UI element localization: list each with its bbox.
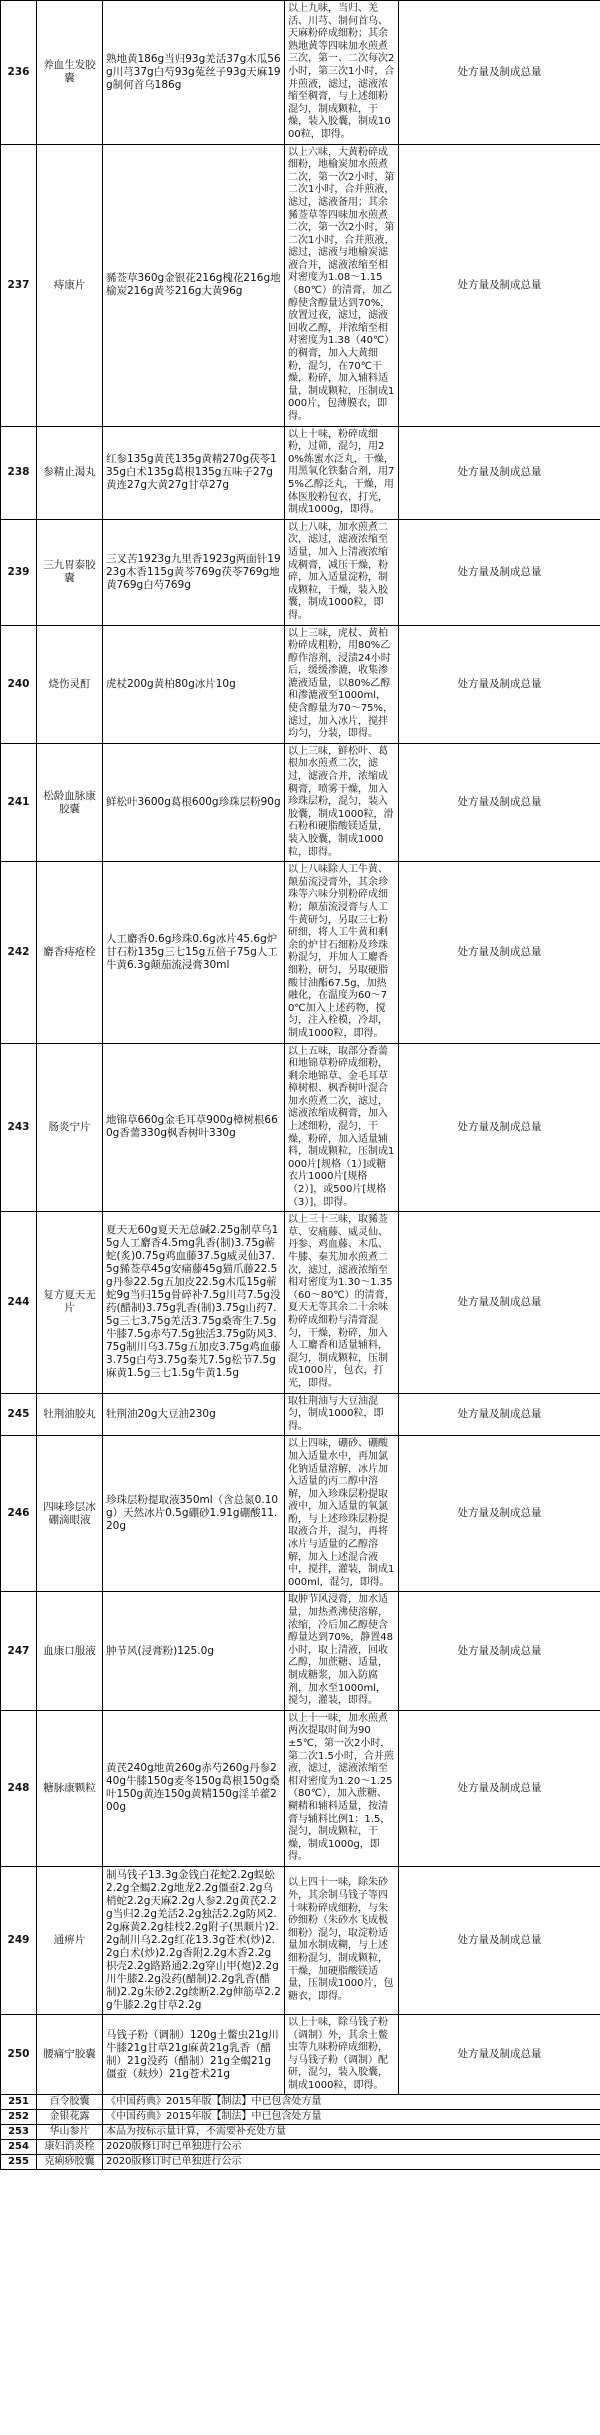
- table-row: [1, 2140, 600, 2155]
- table-row: [1, 743, 600, 861]
- composition: 熟地黄186g当归93g羌活37g木瓜56g川芎37g白芍93g菟丝子93g天麻19g制何首乌186g: [103, 1, 285, 145]
- preparation-method: 以上八味，加水煎煮二次，滤过，滤液浓缩至适量，加入上清液浓缩成稠膏，减压干燥，粉碎，加入适量淀粉，制成颗粒，干燥，装入胶囊，制成1000粒，即得。: [285, 519, 399, 625]
- table-row: [1, 1393, 600, 1436]
- note: 处方量及制成总量: [399, 1866, 600, 2014]
- composition: 牡荆油20g大豆油230g: [103, 1393, 285, 1436]
- drug-name: 麝香痔疮栓: [37, 862, 103, 1043]
- note: 处方量及制成总量: [399, 1212, 600, 1393]
- drug-name: 肠炎宁片: [37, 1043, 103, 1212]
- preparation-method: 以上十味，除马钱子粉（调制）外，其余土鳖虫等九味粉碎成细粉，与马钱子粉（调制）配研，混匀，装入胶囊，制成1000粒，即得。: [285, 2014, 399, 2095]
- preparation-method: 以上四味，硼砂、硼酸加入适量水中，再加氯化钠适量溶解，冰片加入适量的丙二醇中溶解，加入珍珠层粉提取液中，加入适量的氧氯酚，与上述珍珠层粉提取液合并，混匀，再将冰片与适量的乙醇溶解，加入上述混合液中，搅拌，灌装，制成1000ml，混匀，即得。: [285, 1436, 399, 1592]
- composition: 制马钱子13.3g金钱白花蛇2.2g蜈蚣2.2g全蝎2.2g地龙2.2g僵蚕2.2g乌梢蛇2.2g天麻2.2g人参2.2g黄芪2.2g当归2.2g羌活2.2g独活2.2g防风2.2g麻黄2.2g桂枝2.2g附子(黑顺片)2.2g制川乌2.2g红花13.3g苍术(炒)2.2g白术(炒)2.2g香附2.2g木香2.2g枳壳2.2g路路通2.2g穿山甲(炮)2.2g川牛膝2.2g没药(醋制)2.2g乳香(醋制)2.2g朱砂2.2g续断2.2g伸筋草2.2g牛膝2.2g甘草2.2g: [103, 1866, 285, 2014]
- composition: 三叉苦1923g九里香1923g两面针1923g木香115g黄芩769g茯苓769g地黄769g白芍769g: [103, 519, 285, 625]
- preparation-method: 以上八味除人工牛黄、颠茄流浸膏外，其余珍珠等六味分别粉碎成细粉；颠茄流浸膏与人工牛黄研匀，另取三七粉研细，将人工牛黄和剩余的炉甘石细粉及珍珠粉混匀，并加人工麝香细粉，研匀，另取硬脂酸甘油酯67.5g，加热融化，在温度为60～70℃加入上述药物，搅匀，注入栓模，冷却，制成1000粒，即得。: [285, 862, 399, 1043]
- table-row: [1, 2155, 600, 2170]
- drug-name: 通痹片: [37, 1866, 103, 2014]
- preparation-method: 以上十味，粉碎成细粉，过筛，混匀，用20%炼蜜水泛丸，干燥，用黑氧化铁黏合剂，用75%乙醇泛丸，干燥，用体医胶粉包衣，打光，制成1000g，即得。: [285, 426, 399, 519]
- composition: 夏天无60g夏天无总碱2.25g制草乌15g人工麝香4.5mg乳香(制)3.75g蕲蛇(炙)0.75g鸡血藤37.5g威灵仙37.5g豨莶草45g安痛藤45g猫爪藤22.5g丹参22.5g五加皮22.5g木瓜15g蕲蛇9g当归15g骨碎补7.5g川芎7.5g没药(醋制)3.75g乳香(制)3.75g山药7.5g三七3.75g羌活3.75g桑寄生7.5g牛膝7.5g赤芍7.5g独活3.75g防风3.75g制川乌3.75g五加皮3.75g鸡血藤3.75g白芍3.75g秦艽7.5g松节7.5g麻黄1.5g三七1.5g牛黄1.5g: [103, 1212, 285, 1393]
- drug-name: 养血生发胶囊: [37, 1, 103, 145]
- note: 处方量及制成总量: [399, 862, 600, 1043]
- table-row: [1, 1710, 600, 1866]
- row-number: 246: [1, 1436, 37, 1592]
- row-number: 247: [1, 1592, 37, 1710]
- preparation-method: 以上三味，虎杖、黄柏粉碎成粗粉，用80%乙醇作溶剂，浸渍24小时后，缓缓渗漉，收集渗漉液适量，以80%乙醇和渗漉液至1000ml，使含醇量为70～75%，滤过，加入冰片，搅拌均匀，分装，即得。: [285, 625, 399, 743]
- table-row: [1, 1866, 600, 2014]
- table-row: [1, 2095, 600, 2110]
- note: 处方量及制成总量: [399, 743, 600, 861]
- note: 处方量及制成总量: [399, 1436, 600, 1592]
- preparation-method: 取肿节风浸膏，加水适量，加热煮沸使溶解，浓缩，冷后加乙醇使含醇量达到70%，静置48小时，取上清液，回收乙醇，加蔗糖、适量，制成糖浆，加入防腐剂，加水至1000ml，搅匀，灌装，即得。: [285, 1592, 399, 1710]
- drug-name: 三九胃泰胶囊: [37, 519, 103, 625]
- table-row: [1, 519, 600, 625]
- table-row: [1, 1212, 600, 1393]
- row-number: 242: [1, 862, 37, 1043]
- drug-name: 复方夏天无片: [37, 1212, 103, 1393]
- table-row: [1, 426, 600, 519]
- composition: 红参135g黄芪135g黄精270g茯苓135g白术135g葛根135g五味子27g黄连27g大黄27g甘草27g: [103, 426, 285, 519]
- composition: 珍珠层粉提取液350ml（含总氮0.10g）天然冰片0.5g硼砂1.91g硼酸11.20g: [103, 1436, 285, 1592]
- composition: 地锦草660g金毛耳草900g樟树根660g香薷330g枫香树叶330g: [103, 1043, 285, 1212]
- row-number: 248: [1, 1710, 37, 1866]
- row-number: 240: [1, 625, 37, 743]
- composition: 虎杖200g黄柏80g冰片10g: [103, 625, 285, 743]
- drug-name: 痔康片: [37, 144, 103, 426]
- note: 处方量及制成总量: [399, 1710, 600, 1866]
- preparation-method: 以上三味，鲜松叶、葛根加水煎煮二次，滤过，滤液合并，浓缩成稠膏，喷雾干燥，加入珍珠层粉，混匀，装入胶囊，制成1000粒，滑石粉和硬脂酸镁适量，装入胶囊，制成1000粒，即得。: [285, 743, 399, 861]
- row-number: 252: [1, 2110, 37, 2125]
- table-row: [1, 2014, 600, 2095]
- row-number: 249: [1, 1866, 37, 2014]
- table-row: [1, 2125, 600, 2140]
- table-row: [1, 1436, 600, 1592]
- preparation-method: 以上九味，当归、羌活、川芎、制何首乌、天麻粉碎成细粉；其余熟地黄等四味加水煎煮三次，第一、二次每次2小时，第三次1小时，合并煎液，滤过，滤液浓缩至稠膏，与上述细粉混匀，制成颗粒，干燥，装入胶囊，制成1000粒，即得。: [285, 1, 399, 145]
- preparation-method: 以上四十一味，除朱砂外，其余制马钱子等四十味粉碎成细粉，与朱砂细粉（朱砂水飞成极细粉）混匀，取淀粉适量加水制成糊，与上述细粉混匀，制成颗粒，干燥，加硬脂酸镁适量，压制成1000片，包糖衣，即得。: [285, 1866, 399, 2014]
- preparation-method: 以上六味，大黄粉碎成细粉，地榆炭加水煎煮二次，第一次2小时，第二次1小时，合并煎液，滤过，滤液备用；其余豨莶草等四味加水煎煮二次，第一次2小时，第二次1小时，合并煎液，滤过，滤液与地榆炭滤液合并，滤液浓缩至相对密度为1.08～1.15（80℃）的清膏，加乙醇使含醇量达到70%，放置过夜，滤过，滤液回收乙醇，并浓缩至相对密度为1.38（40℃）的稠膏，加入大黄细粉，混匀，在70℃干燥，粉碎，加入辅料适量，制成颗粒，压制成1000片，包薄膜衣，即得。: [285, 144, 399, 426]
- note: 处方量及制成总量: [399, 144, 600, 426]
- composition: 黄芪240g地黄260g赤芍260g丹参240g牛膝150g麦冬150g葛根150g桑叶150g黄连150g黄精150g淫羊藿200g: [103, 1710, 285, 1866]
- table-row: [1, 144, 600, 426]
- row-number: 236: [1, 1, 37, 145]
- row-number: 243: [1, 1043, 37, 1212]
- preparation-method: 以上三十三味，取豨莶草、安痛藤、威灵仙、丹参、鸡血藤、木瓜、牛膝、秦艽加水煎煮二次，滤过，滤液浓缩至相对密度为1.30～1.35（60～80℃）的清膏，夏天无等其余二十余味粉碎成细粉与清膏混匀，干燥，粉碎，加入人工麝香和适量辅料，混匀，制成颗粒，压制成1000片，包衣，打光，即得。: [285, 1212, 399, 1393]
- preparation-method: 取牡荆油与大豆油混匀，制成1000粒，即得。: [285, 1393, 399, 1436]
- note: 处方量及制成总量: [399, 426, 600, 519]
- note: 处方量及制成总量: [399, 625, 600, 743]
- row-number: 253: [1, 2125, 37, 2140]
- drug-name: 参精止渴丸: [37, 426, 103, 519]
- drug-name: 四味珍层冰硼滴眼液: [37, 1436, 103, 1592]
- composition: 豨莶草360g金银花216g槐花216g地榆炭216g黄芩216g大黄96g: [103, 144, 285, 426]
- table-row: [1, 2110, 600, 2125]
- note: 处方量及制成总量: [399, 2014, 600, 2095]
- note: 处方量及制成总量: [399, 1393, 600, 1436]
- note: 处方量及制成总量: [399, 1043, 600, 1212]
- row-number: 251: [1, 2095, 37, 2110]
- table-row: [1, 862, 600, 1043]
- preparation-method: 以上五味，取部分香薷和地锦草粉碎成细粉，剩余地锦草、金毛耳草樟树根、枫香树叶混合加水煎煮二次，滤过，滤液浓缩成稠膏，加入上述细粉，混匀，干燥，粉碎，加入适量辅料，制成颗粒，压制成1000片[规格（1）]或糖衣片1000片[规格（2）]，或500片[规格（3）]，即得。: [285, 1043, 399, 1212]
- preparation-method: 以上十一味，加水煎煮两次提取时间为90±5℃，第一次2小时，第二次1.5小时，合并煎液，滤过，滤液浓缩至相对密度为1.20～1.25（80℃），加入蔗糖、糊精和辅料适量，按清膏与辅料比例1：1.5，混匀，制成颗粒，干燥，制成1000g，即得。: [285, 1710, 399, 1866]
- table-row: [1, 1043, 600, 1212]
- row-number: 250: [1, 2014, 37, 2095]
- row-number: 255: [1, 2155, 37, 2170]
- note: 处方量及制成总量: [399, 1, 600, 145]
- drug-name: 克痢痧胶囊: [37, 2155, 103, 2170]
- drug-name: 血康口服液: [37, 1592, 103, 1710]
- remark: 2020版修订时已单独进行公示: [103, 2155, 600, 2170]
- table-row: [1, 1592, 600, 1710]
- drug-name: 华山参片: [37, 2125, 103, 2140]
- drug-name: 百令胶囊: [37, 2095, 103, 2110]
- drug-name: 糖脉康颗粒: [37, 1710, 103, 1866]
- row-number: 245: [1, 1393, 37, 1436]
- row-number: 239: [1, 519, 37, 625]
- drug-name: 牡荆油胶丸: [37, 1393, 103, 1436]
- row-number: 238: [1, 426, 37, 519]
- drug-name: 腰痛宁胶囊: [37, 2014, 103, 2095]
- remark: 2020版修订时已单独进行公示: [103, 2140, 600, 2155]
- table-row: [1, 625, 600, 743]
- remark: 《中国药典》2015年版【制法】中已包含处方量: [103, 2110, 600, 2125]
- row-number: 244: [1, 1212, 37, 1393]
- composition: 鲜松叶3600g葛根600g珍珠层粉90g: [103, 743, 285, 861]
- note: 处方量及制成总量: [399, 519, 600, 625]
- drug-name: 烧伤灵酊: [37, 625, 103, 743]
- row-number: 254: [1, 2140, 37, 2155]
- composition: 肿节风(浸膏粉)125.0g: [103, 1592, 285, 1710]
- remark: 本品为按标示量计算，不需要补充处方量: [103, 2125, 600, 2140]
- drug-name: 金银花露: [37, 2110, 103, 2125]
- row-number: 237: [1, 144, 37, 426]
- remark: 《中国药典》2015年版【制法】中已包含处方量: [103, 2095, 600, 2110]
- note: 处方量及制成总量: [399, 1592, 600, 1710]
- drug-name: 康妇消炎栓: [37, 2140, 103, 2155]
- drug-name: 松龄血脉康胶囊: [37, 743, 103, 861]
- composition: 马钱子粉（调制）120g土鳖虫21g川牛膝21g甘草21g麻黄21g乳香（醋制）21g没药（醋制）21g全蝎21g僵蚕（麸炒）21g苍术21g: [103, 2014, 285, 2095]
- row-number: 241: [1, 743, 37, 861]
- composition: 人工麝香0.6g珍珠0.6g冰片45.6g炉甘石粉135g三七15g五倍子75g人工牛黄6.3g颠茄流浸膏30ml: [103, 862, 285, 1043]
- table-row: [1, 1, 600, 145]
